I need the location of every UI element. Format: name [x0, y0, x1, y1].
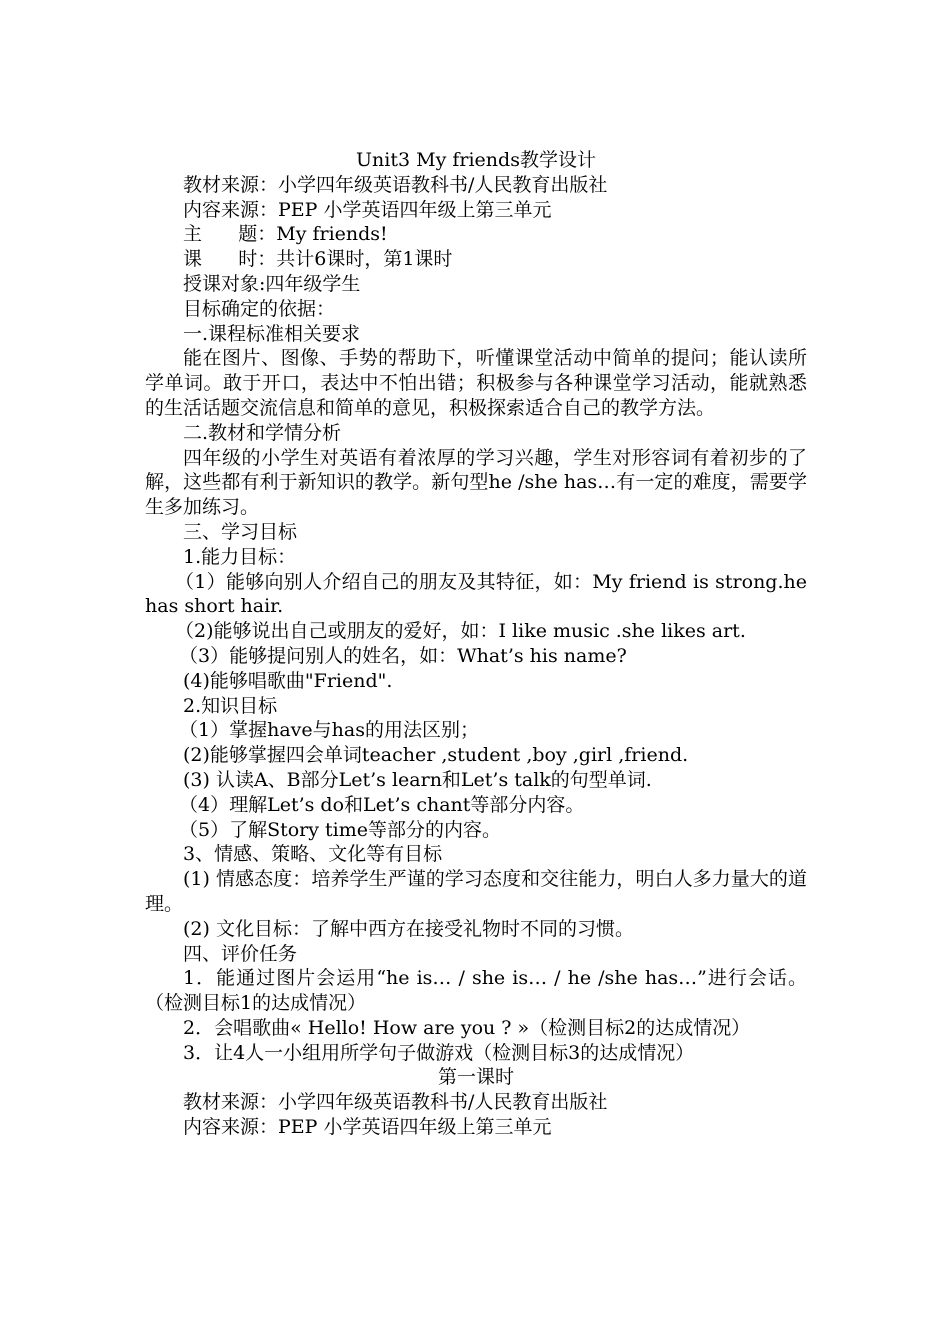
ability-item: （1）能够向别人介绍自己的朋友及其特征，如：My friend is strong.he has short hair. — [145, 570, 807, 618]
ability-item: (4)能够唱歌曲"Friend". — [183, 669, 393, 692]
section-4-heading: 四、评价任务 — [183, 942, 298, 965]
header-topic: 主 题：My friends! — [183, 223, 388, 246]
section-1-body: 能在图片、图像、手势的帮助下，听懂课堂活动中简单的提问；能认读所学单词。敢于开口，表达中不怕出错；积极参与各种课堂学习活动，能就熟悉的生活话题交流信息和简单的意见，积极探索适合自己的教学方法。 — [145, 347, 807, 419]
lesson-1-title: 第一课时 — [437, 1066, 514, 1089]
knowledge-item: （5）了解Story time等部分的内容。 — [179, 818, 502, 841]
knowledge-item: （4）理解Let’s do和Let’s chant等部分内容。 — [179, 793, 585, 816]
emotion-item: (2) 文化目标：了解中西方在接受礼物时不同的习惯。 — [183, 917, 634, 940]
ability-item: （2)能够说出自己或朋友的爱好，如：I like music .she likes art. — [175, 620, 746, 643]
assessment-item: 1．能通过图片会运用“he is… / she is… / he /she has…”进行会话。（检测目标1的达成情况） — [145, 967, 807, 1015]
emotion-heading: 3、情感、策略、文化等有目标 — [183, 843, 443, 866]
section-2-body: 四年级的小学生对英语有着浓厚的学习兴趣，学生对形容词有着初步的了解，这些都有利于新知识的教学。新句型he /she has…有一定的难度，需要学生多加练习。 — [145, 446, 807, 519]
header-source: 教材来源：小学四年级英语教科书/人民教育出版社 — [183, 173, 608, 196]
header-content: 内容来源：PEP 小学英语四年级上第三单元 — [183, 198, 552, 221]
assessment-item: 2．会唱歌曲« Hello! How are you ? »（检测目标2的达成情况） — [183, 1016, 751, 1039]
section-1-heading: 一.课程标准相关要求 — [183, 322, 361, 345]
ability-heading: 1.能力目标： — [183, 545, 297, 568]
emotion-item: (1) 情感态度：培养学生严谨的学习态度和交往能力，明白人多力量大的道理。 — [145, 868, 807, 915]
assessment-item: 3．让4人一小组用所学句子做游戏（检测目标3的达成情况） — [183, 1041, 695, 1064]
knowledge-item: (2)能够掌握四会单词teacher ,student ,boy ,girl ,friend. — [183, 744, 689, 767]
section-2-heading: 二.教材和学情分析 — [183, 421, 342, 444]
lesson-1-source: 教材来源：小学四年级英语教科书/人民教育出版社 — [183, 1091, 608, 1114]
lesson-1-content: 内容来源：PEP 小学英语四年级上第三单元 — [183, 1116, 552, 1139]
header-basis: 目标确定的依据： — [183, 297, 336, 320]
header-period: 课 时：共计6课时，第1课时 — [183, 248, 453, 271]
header-audience: 授课对象:四年级学生 — [183, 272, 361, 295]
knowledge-heading: 2.知识目标 — [183, 694, 278, 717]
ability-item: （3）能够提问别人的姓名，如：What’s his name? — [179, 644, 627, 667]
document-title: Unit3 My friends教学设计 — [356, 149, 596, 171]
knowledge-item: (3) 认读A、B部分Let’s learn和Let’s talk的句型单词. — [183, 768, 652, 791]
section-3-heading: 三、学习目标 — [183, 520, 298, 543]
knowledge-item: （1）掌握have与has的用法区别； — [179, 719, 479, 742]
document-page — [145, 148, 807, 1140]
